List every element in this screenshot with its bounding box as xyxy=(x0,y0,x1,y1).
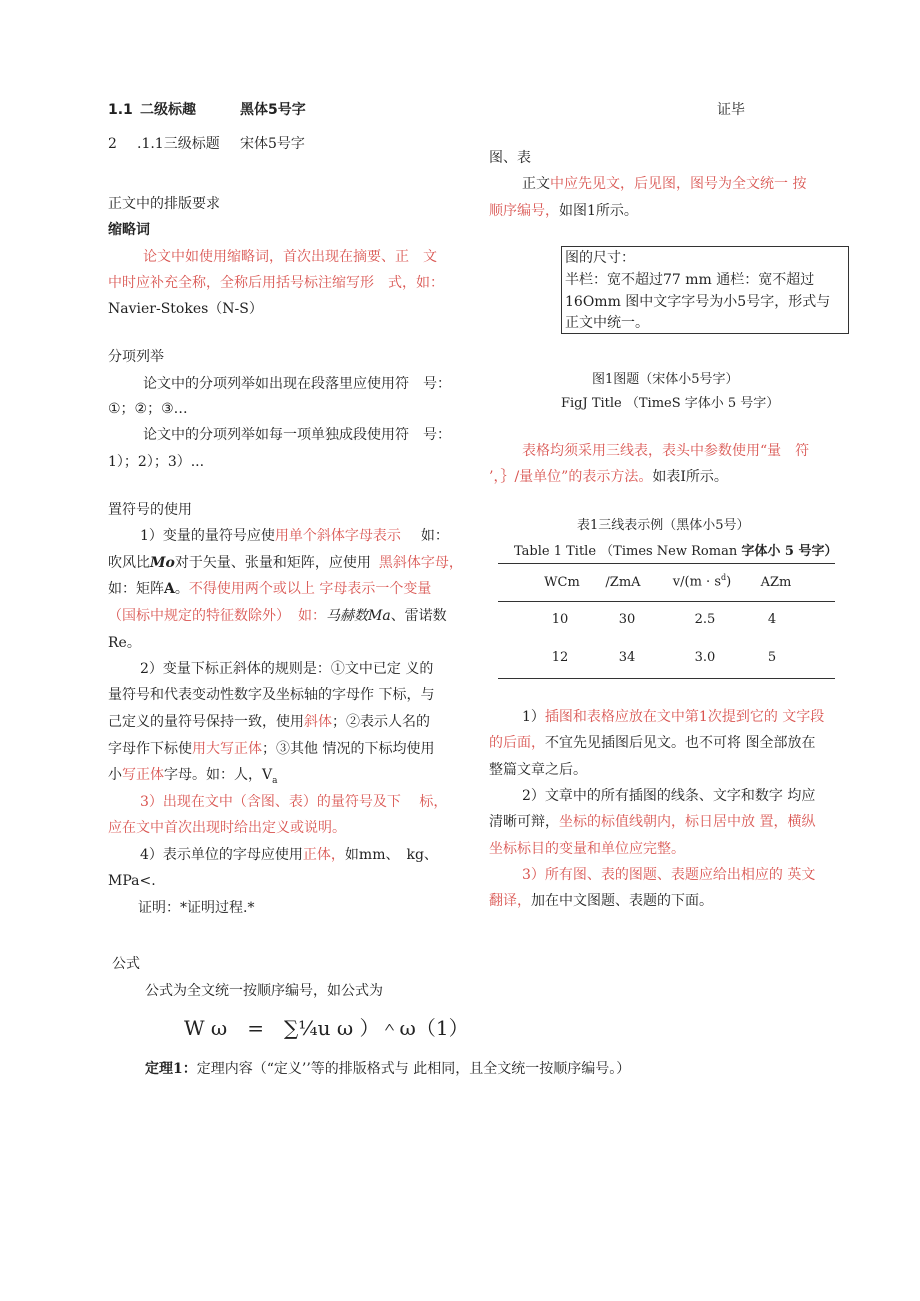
list-line-3: 论文中的分项列举如每一项单独成段使用符 号： xyxy=(143,427,451,443)
figure-caption-en: FigJ Title （TimeS 字体小 5 号字） xyxy=(561,396,780,411)
s9-b: 用大写正体 xyxy=(192,741,262,757)
symbol-line-3 xyxy=(108,582,431,596)
symbol-line-7: 量符号和代表变动性数字及坐标轴的字母作 下标，与 xyxy=(108,687,435,703)
table-cell: 12 xyxy=(551,650,569,665)
s10-c: 字母。如：人，V xyxy=(164,767,273,783)
theorem-text: 定理内容（“定义’’等的排版格式与 此相同，且全文统一按顺序编号。） xyxy=(196,1061,631,1077)
table-cell: 3.0 xyxy=(694,650,716,665)
fig-l1-b: 中应先见文，后见图，图号为全文统一 按 xyxy=(550,176,807,192)
n8-b: 加在中文图题、表题的下面。 xyxy=(531,893,713,909)
table-caption-cn: 表1三线表示例（黑体小5号） xyxy=(577,518,750,533)
table-line-1: 表格均须采用三线表，表头中参数使用“量 符 xyxy=(522,443,810,459)
s10-a: 小 xyxy=(108,767,122,783)
h2-font-note: 黑体5号字 xyxy=(240,102,306,118)
s13-b: 正体， xyxy=(302,847,345,863)
theorem-label: 定理1： xyxy=(145,1061,197,1077)
section-formula-title: 公式 xyxy=(112,956,140,972)
fig-line-1 xyxy=(522,177,806,191)
s3-c: 。 xyxy=(174,581,189,597)
proof-end-label: 证毕 xyxy=(717,102,745,118)
th3-base: v/(m · s xyxy=(672,574,721,590)
s2-a: 吹风比 xyxy=(108,555,150,571)
s3-b: A xyxy=(164,581,175,597)
symbol-line-10 xyxy=(108,768,278,786)
tbl-cap-en-a: Table 1 Title （Times New Roman xyxy=(514,544,742,559)
n2-b: 不宜先见插图后见文。也不可将 图全部放在 xyxy=(545,735,816,751)
note-line-3: 整篇文章之后。 xyxy=(489,762,587,778)
box-line-2: 半栏：宽不超过77 mm 通栏：宽不超过 xyxy=(565,272,815,288)
fig-l1-a: 正文 xyxy=(522,176,550,192)
note-line-7 xyxy=(522,868,815,882)
table-cell: 2.5 xyxy=(694,612,716,627)
s2-b: Mo xyxy=(150,555,175,571)
box-line-4: 正文中统一。 xyxy=(565,315,649,331)
n2-a: 的后面， xyxy=(489,735,545,751)
s3-d: 不得使用两个或以上 字母表示一个变量 xyxy=(188,581,432,597)
s8-c: ；②表示人名的 xyxy=(332,714,430,730)
n7-b: 所有图、表的图题、表题应给出相应的 英文 xyxy=(544,867,816,883)
symbol-line-14: MPa<. xyxy=(108,873,156,889)
note-line-1 xyxy=(522,710,824,724)
s4-b: 如： xyxy=(298,608,326,624)
abbr-line-2-red: 中时应补充全称，全称后用括号标注缩写形 式，如： xyxy=(108,275,444,291)
tbl-l2-a: ’，｝/量单位”的表示方法。 xyxy=(489,469,653,485)
h2-number: 1.1 xyxy=(108,102,133,118)
tbl-l2-b: 如表I所示。 xyxy=(652,469,728,485)
list-line-4: 1）；2）；3）... xyxy=(108,454,205,470)
th3-sup: d xyxy=(721,573,727,582)
table-mid-rule xyxy=(498,601,835,602)
s8-a: 己定义的量符号保持一致，使用 xyxy=(108,714,304,730)
s8-b: 斜体 xyxy=(304,714,332,730)
symbol-line-9 xyxy=(108,742,434,756)
section-abbr-title: 缩略词 xyxy=(108,222,150,238)
tbl-cap-en-b: 字体小 5 号字） xyxy=(741,544,838,559)
s13-c: 如mm、 kg、 xyxy=(344,847,438,863)
symbol-line-12: 应在文中首次出现时给出定义或说明。 xyxy=(108,820,346,836)
symbol-line-4 xyxy=(108,609,447,623)
n1-b: 插图和表格应放在文中第1次提到它的 文字段 xyxy=(544,709,825,725)
table-cell: 34 xyxy=(618,650,636,665)
n7-a: 3） xyxy=(522,867,545,883)
n5-b: 坐标的标值线朝内，标日居中放 置，横纵 xyxy=(559,814,816,830)
s10-b: 写正体 xyxy=(122,767,164,783)
symbol-line-13 xyxy=(140,848,438,862)
section-figure-table-title: 图、表 xyxy=(489,150,531,166)
s13-a: 4）表示单位的字母应使用 xyxy=(140,847,303,863)
section-symbol-title: 置符号的使用 xyxy=(108,502,192,518)
fig-l2-b: 如图1所示。 xyxy=(559,203,638,219)
s4-a: （国标中规定的特征数除外） xyxy=(108,608,290,624)
box-line-3: 16Omm 图中文字字号为小5号字，形式与 xyxy=(565,294,831,310)
abbr-line-2 xyxy=(108,276,444,290)
symbol-line-5: Re。 xyxy=(108,635,141,651)
h3-font-note: 宋体5号字 xyxy=(240,136,305,152)
symbol-line-6: 2）变量下标正斜体的规则是：①文中已定 义的 xyxy=(140,661,434,677)
s2-d: 黑斜体字母， xyxy=(378,555,463,571)
list-line-1: 论文中的分项列举如出现在段落里应使用符 号： xyxy=(143,376,451,392)
s2-c: 对于矢量、张量和矩阵，应使用 xyxy=(174,555,371,571)
s9-c: ；③其他 情况的下标均使用 xyxy=(262,741,435,757)
table-header-1: WCm xyxy=(544,575,580,590)
s1-b: 用单个斜体字母表示 xyxy=(274,528,401,544)
section-layout-title: 正文中的排版要求 xyxy=(108,196,220,212)
s4-d: 、雷诺数 xyxy=(390,608,447,624)
table-cell: 4 xyxy=(767,612,777,627)
s3-a: 如：矩阵 xyxy=(108,581,164,597)
s1-c: 如： xyxy=(420,528,449,544)
formula-equation: W ω = ∑¼u ω ）＾ω（1） xyxy=(184,1016,469,1040)
s9-a: 字母作下标使 xyxy=(108,741,192,757)
n1-a: 1） xyxy=(522,709,545,725)
note-line-4: 2）文章中的所有插图的线条、文字和数字 均应 xyxy=(522,788,816,804)
table-bottom-rule xyxy=(498,678,835,679)
note-line-6: 坐标标目的变量和单位应完整。 xyxy=(489,841,685,857)
symbol-line-1 xyxy=(140,529,449,543)
table-line-2 xyxy=(489,470,728,484)
table-header-3 xyxy=(667,574,737,588)
table-cell: 5 xyxy=(767,650,777,665)
table-header-2: /ZmA xyxy=(605,575,641,590)
s10-sub: a xyxy=(272,775,278,786)
table-caption-en xyxy=(514,545,837,558)
note-line-5 xyxy=(489,815,815,829)
symbol-line-2 xyxy=(108,556,463,570)
s1-a: 1）变量的量符号应使 xyxy=(140,528,275,544)
h3-number: 2 xyxy=(108,136,117,152)
n8-a: 翻译， xyxy=(489,893,531,909)
abbr-line-3: Navier-Stokes（N-S） xyxy=(108,301,263,317)
h3-title: .1.1三级标题 xyxy=(137,136,220,152)
note-line-2 xyxy=(489,736,815,750)
note-line-8 xyxy=(489,894,713,908)
table-header-4: AZm xyxy=(760,575,792,590)
theorem-line xyxy=(145,1062,630,1076)
symbol-line-11: 3）出现在文中（含图、表）的量符号及下 标， xyxy=(140,794,448,810)
fig-line-2 xyxy=(489,204,638,218)
table-cell: 10 xyxy=(551,612,569,627)
figure-caption-cn: 图1图题（宋体小5号字） xyxy=(592,372,739,387)
th3-close: ) xyxy=(726,574,732,590)
box-line-1: 图的尺寸： xyxy=(565,250,635,266)
s4-c: 马赫数Ma xyxy=(326,608,391,624)
proof-line: 证明：*证明过程.* xyxy=(138,900,255,916)
list-line-2: ①；②；③… xyxy=(108,401,188,417)
table-cell: 30 xyxy=(618,612,636,627)
abbr-line-1: 论文中如使用缩略词，首次出现在摘要、正 文 xyxy=(143,249,437,265)
fig-l2-a: 顺序编号， xyxy=(489,203,559,219)
n5-a: 清晰可辩， xyxy=(489,814,559,830)
symbol-line-8 xyxy=(108,715,430,729)
section-list-title: 分项列举 xyxy=(108,349,164,365)
h2-title: 二级标趣 xyxy=(140,102,196,118)
table-top-rule xyxy=(498,563,835,564)
formula-intro: 公式为全文统一按顺序编号，如公式为 xyxy=(145,983,383,999)
